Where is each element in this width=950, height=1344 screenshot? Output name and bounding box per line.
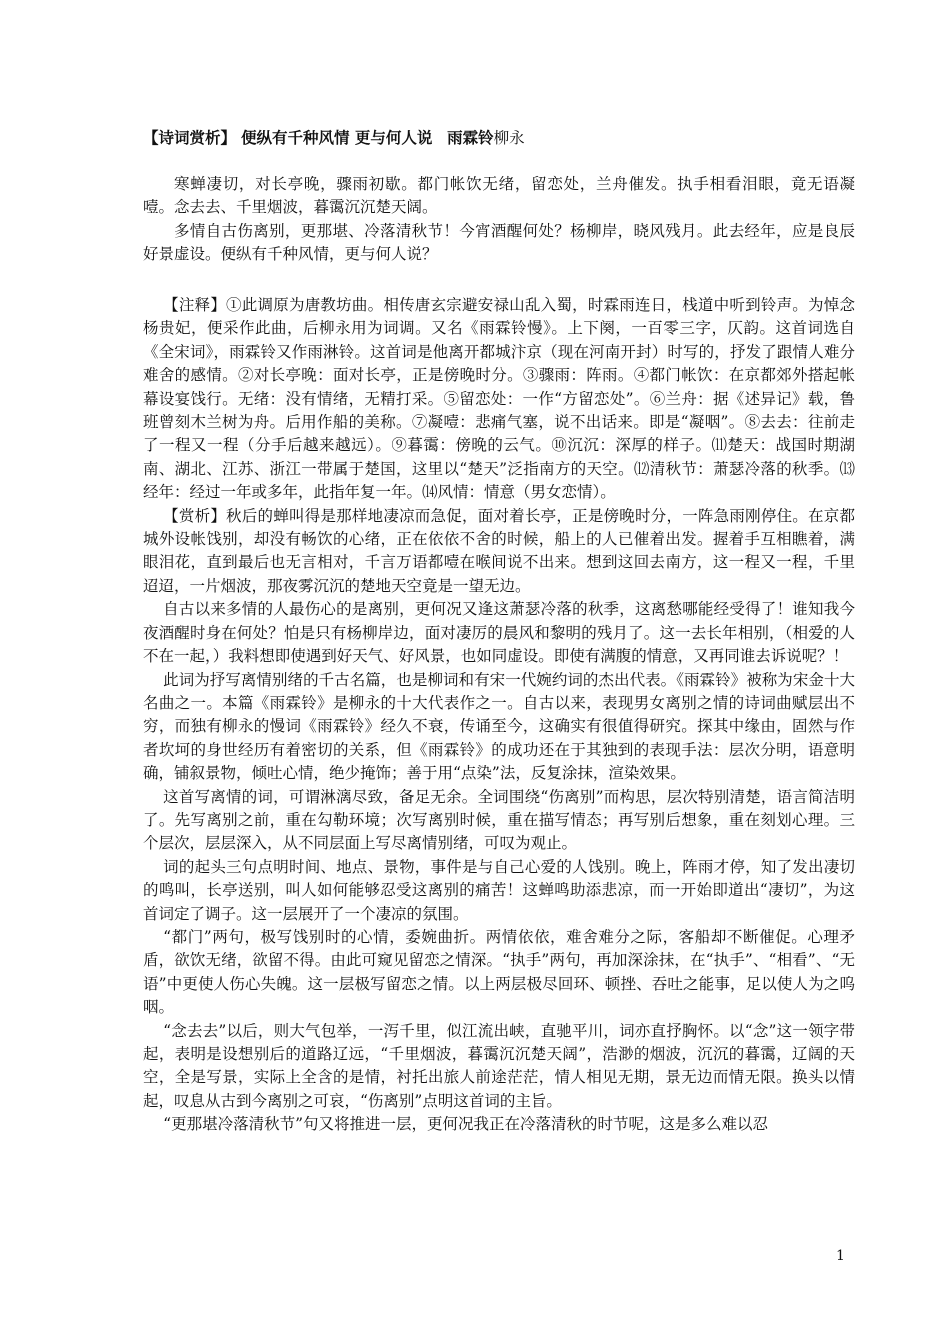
annotation-paragraph: 【注释】①此调原为唐教坊曲。相传唐玄宗避安禄山乱入蜀，时霖雨连日，栈道中听到铃声。为悼念杨贵妃，便采作此曲，后柳永用为词调。又名《雨霖铃慢》。上下阕，一百零三字，仄韵。这首词选自《全宋词》，雨霖铃又作雨淋铃。这首词是他离开都城汴京（现在河南开封）时写的，抒发了跟情人难分难舍的感情。②对长亭晚：面对长亭，正是傍晚时分。③骤雨：阵雨。④都门帐饮：在京都郊外搭起帐幕设宴饯行。无绪：没有情绪，无精打采。⑤留恋处：一作“方留恋处”。⑥兰舟：据《述异记》载，鲁班曾刻木兰树为舟。后用作船的美称。⑦凝噎：悲痛气塞，说不出话来。即是“凝咽”。⑧去去：往前走了一程又一程（分手后越来越远）。⑨暮霭：傍晚的云气。⑩沉沉：深厚的样子。⑾楚天：战国时期湖南、湖北、江苏、浙江一带属于楚国，这里以“楚天”泛指南方的天空。⑿清秋节：萧瑟冷落的秋季。⒀经年：经过一年或多年，此指年复一年。⒁风情：情意（男女恋情）。 — [143, 296, 855, 502]
page-number: 1 — [836, 1248, 845, 1264]
poem-stanza-2: 多情自古伤离别，更那堪、冷落清秋节！今宵酒醒何处？杨柳岸，晓风残月。此去经年，应是良辰好景虚设。便纵有千种风情，更与何人说？ — [143, 221, 855, 264]
appreciation-paragraph: 【赏析】秋后的蝉叫得是那样地凄凉而急促，面对着长亭，正是傍晚时分，一阵急雨刚停住。在京都城外设帐饯别，却没有畅饮的心绪，正在依依不舍的时候，船上的人已催着出发。握着手互相瞧着，满眼泪花，直到最后也无言相对，千言万语都噎在喉间说不出来。想到这回去南方，这一程又一程，千里迢迢，一片烟波，那夜雾沉沉的楚地天空竟是一望无边。 — [143, 506, 855, 595]
commentary-paragraph: “念去去”以后，则大气包举，一泻千里，似江流出峡，直驰平川，词亦直抒胸怀。以“念”这一领字带起，表明是设想别后的道路辽远，“千里烟波，暮霭沉沉楚天阔”，浩渺的烟波，沉沉的暮霭，辽阔的天空，全是写景，实际上全含的是情，衬托出旅人前途茫茫，情人相见无期，景无边而情无限。换头以情起，叹息从古到今离别之可哀，“伤离别”点明这首词的主旨。 — [143, 1021, 855, 1110]
commentary-paragraph: “都门”两句，极写饯别时的心情，委婉曲折。两情依依，难舍难分之际，客船却不断催促。心理矛盾，欲饮无绪，欲留不得。由此可窥见留恋之情深。“执手”两句，再加深涂抹，在“执手”、“相看”、“无语”中更使人伤心失魄。这一层极写留恋之情。以上两层极尽回环、顿挫、吞吐之能事，足以使人为之呜咽。 — [143, 927, 855, 1017]
page-title — [143, 126, 525, 150]
commentary-paragraph: 这首写离情的词，可谓淋漓尽致，备足无余。全词围绕“伤离别”而构思，层次特别清楚，语言简洁明了。先写离别之前，重在勾勒环境；次写离别时候，重在描写情态；再写别后想象，重在刻划心理。三个层次，层层深入，从不同层面上写尽离情别绪，可叹为观止。 — [143, 787, 855, 853]
commentary-paragraph: 词的起头三句点明时间、地点、景物，事件是与自己心爱的人饯别。晚上，阵雨才停，知了发出凄切的鸣叫，长亭送别，叫人如何能够忍受这离别的痛苦！这蝉鸣助添悲凉，而一开始即道出“凄切”，为这首词定了调子。这一层展开了一个凄凉的氛围。 — [143, 857, 855, 923]
title-tag: 【诗词赏析】 — [143, 128, 237, 147]
commentary — [143, 294, 855, 1137]
author-name: 柳永 — [493, 129, 525, 147]
poem-body — [143, 173, 855, 267]
title-text: 便纵有千种风情 更与何人说 — [240, 128, 433, 147]
commentary-paragraph: 此词为抒写离情别绪的千古名篇，也是柳词和有宋一代婉约词的杰出代表。《雨霖铃》被称为宋金十大名曲之一。本篇《雨霖铃》是柳永的十大代表作之一。自古以来，表现男女离别之情的诗词曲赋层出不穷，而独有柳永的慢词《雨霖铃》经久不衰，传诵至今，这确实有很值得研究。探其中缘由，固然与作者坎坷的身世经历有着密切的关系，但《雨霖铃》的成功还在于其独到的表现手法：层次分明，语意明确，铺叙景物，倾吐心情，绝少掩饰；善于用“点染”法，反复涂抹，渲染效果。 — [143, 670, 855, 783]
poem-name: 雨霖铃 — [447, 128, 494, 147]
commentary-paragraph: 自古以来多情的人最伤心的是离别，更何况又逢这萧瑟冷落的秋季，这离愁哪能经受得了！谁知我今夜酒醒时身在何处？怕是只有杨柳岸边，面对凄厉的晨风和黎明的残月了。这一去长年相别，（相爱的人不在一起，）我料想即使遇到好天气、好风景，也如同虚设。即使有满腹的情意，又再同谁去诉说呢？！ — [143, 600, 855, 666]
commentary-paragraph: “更那堪冷落清秋节”句又将推进一层，更何况我正在冷落清秋的时节呢，这是多么难以忍 — [163, 1115, 768, 1134]
poem-stanza-1: 寒蝉凄切，对长亭晚，骤雨初歇。都门帐饮无绪，留恋处，兰舟催发。执手相看泪眼，竟无语凝噎。念去去、千里烟波，暮霭沉沉楚天阔。 — [143, 175, 855, 217]
